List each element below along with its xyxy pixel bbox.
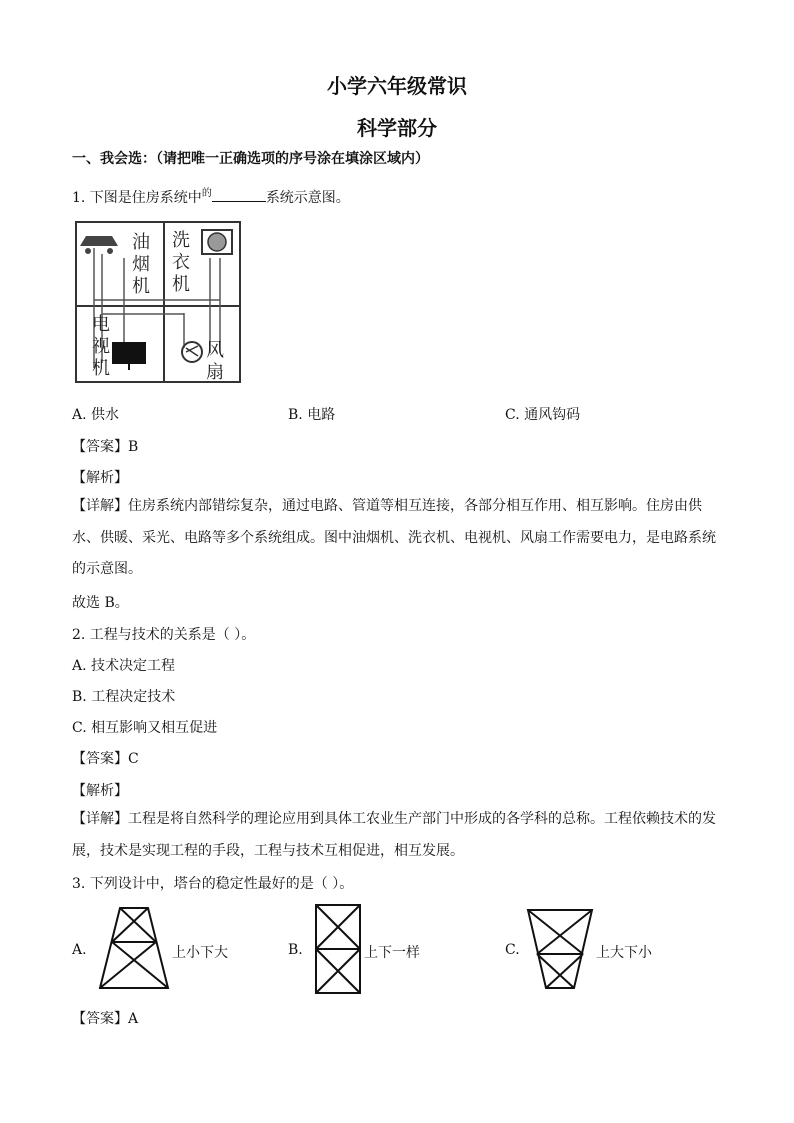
question-1-stem (72, 184, 350, 207)
q2-option-b: B. 工程决定技术 (72, 689, 176, 705)
q3-answer: 【答案】A (72, 1011, 139, 1027)
q2-option-c: C. 相互影响又相互促进 (72, 720, 218, 736)
q3-option-b-letter: B. (288, 942, 303, 958)
tower-wide-base-icon (98, 906, 170, 990)
tower-wide-top-icon (526, 908, 594, 990)
washing-machine-icon (202, 230, 232, 254)
q1-stem-mark: 的 (201, 188, 212, 199)
hood-label: 油烟机 (132, 232, 150, 297)
q1-option-b: B. 电路 (288, 407, 336, 423)
q2-answer: 【答案】C (72, 751, 139, 767)
fan-icon (182, 342, 202, 362)
q1-stem-before: 1. 下图是住房系统中 (72, 190, 202, 206)
q3-option-b-text: 上下一样 (364, 945, 420, 961)
q3-option-a-text: 上小下大 (172, 945, 228, 961)
q1-option-a: A. 供水 (72, 407, 120, 423)
answer-blank (212, 189, 266, 202)
section-subtitle: 科学部分 (357, 116, 437, 140)
question-3-stem: 3. 下列设计中，塔台的稳定性最好的是（ ）。 (72, 876, 354, 892)
q2-analysis-label: 【解析】 (72, 783, 128, 799)
q1-option-c: C. 通风钩码 (505, 407, 581, 423)
television-icon (112, 342, 146, 370)
tower-straight-icon (314, 903, 362, 995)
washer-label: 洗衣机 (172, 230, 190, 295)
tv-label: 电视机 (92, 314, 110, 379)
fan-label: 风扇 (206, 340, 224, 383)
q1-answer: 【答案】B (72, 439, 139, 455)
q2-option-a: A. 技术决定工程 (72, 658, 176, 674)
q1-stem-after: 系统示意图。 (265, 190, 350, 206)
page-title: 小学六年级常识 (327, 74, 467, 98)
q3-option-a-letter: A. (72, 942, 87, 958)
q1-conclusion: 故选 B。 (72, 595, 129, 611)
q3-option-c-letter: C. (505, 942, 520, 958)
range-hood-icon (80, 236, 118, 254)
house-circuit-diagram (72, 218, 252, 388)
q3-option-c-text: 上大下小 (596, 945, 652, 961)
q1-detail: 【详解】住房系统内部错综复杂，通过电路、管道等相互连接，各部分相互作用、相互影响。住房由供水、供暖、采光、电路等多个系统组成。图中油烟机、洗衣机、电视机、风扇工作需要电力，是电路系统的示意图。 (72, 498, 716, 577)
section-heading: 一、我会选：（请把唯一正确选项的序号涂在填涂区域内） (72, 151, 429, 167)
question-2-stem: 2. 工程与技术的关系是（ ）。 (72, 627, 256, 643)
q2-detail: 【详解】工程是将自然科学的理论应用到具体工农业生产部门中形成的各学科的总称。工程依赖技术的发展，技术是实现工程的手段，工程与技术互相促进，相互发展。 (72, 811, 716, 859)
q1-analysis-label: 【解析】 (72, 470, 128, 486)
